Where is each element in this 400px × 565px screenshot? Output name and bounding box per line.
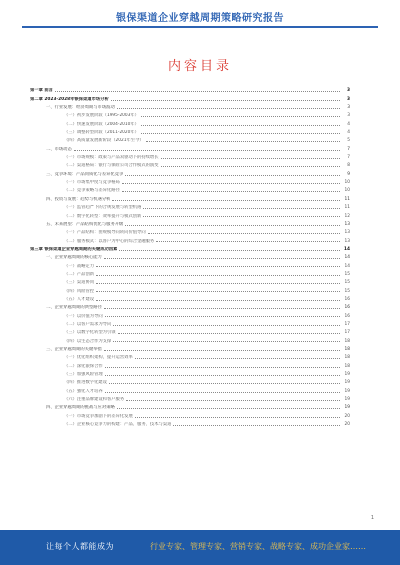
toc-leader-dots	[122, 190, 340, 192]
toc-entry-label: 二、企业穿越周期的典型路径	[46, 305, 102, 311]
toc-entry[interactable]	[30, 152, 350, 160]
toc-entry-page: 13	[344, 238, 350, 244]
toc-entry[interactable]	[30, 160, 350, 168]
toc-entry[interactable]	[30, 185, 350, 193]
toc-leader-dots	[125, 174, 340, 176]
toc-entry[interactable]	[30, 210, 350, 218]
toc-entry-label: （一）市场集中度与竞争格局	[64, 180, 120, 186]
toc-entry[interactable]	[30, 227, 350, 235]
toc-entry-page: 13	[344, 230, 350, 236]
toc-entry-page: 16	[344, 296, 350, 302]
toc-entry-label: （一）监管趋严下的合规发展与转型机遇	[64, 205, 142, 211]
toc-entry[interactable]	[30, 385, 350, 393]
toc-entry-label: （二）竞争策略与差异化路径	[64, 188, 120, 194]
toc-entry-label: （二）产品创新	[64, 271, 95, 277]
toc-entry-page: 10	[344, 188, 350, 194]
toc-entry[interactable]	[30, 419, 350, 427]
toc-entry-page: 19	[344, 380, 350, 386]
toc-entry[interactable]	[30, 235, 350, 243]
toc-leader-dots	[104, 257, 340, 259]
report-title: 银保渠道企业穿越周期策略研究报告	[116, 13, 284, 24]
toc-entry[interactable]	[30, 352, 350, 360]
toc-entry[interactable]	[30, 310, 350, 318]
toc-leader-dots	[105, 391, 340, 393]
toc-entry[interactable]	[30, 168, 350, 176]
toc-entry-page: 13	[344, 221, 350, 227]
toc-entry-page: 20	[344, 413, 350, 419]
toc-entry-page: 8	[347, 163, 350, 169]
toc-entry[interactable]	[30, 127, 350, 135]
toc-entry-label: （二）服务模式：以客户为中心的综合金融服务	[64, 238, 155, 244]
toc-entry-page: 19	[344, 397, 350, 403]
toc-entry-label: （一）战略定力	[64, 263, 95, 269]
toc-entry[interactable]	[30, 177, 350, 185]
toc-leader-dots	[96, 290, 340, 292]
toc-leader-dots	[55, 90, 340, 92]
toc-entry-label: （四）推进数字化建设	[64, 380, 107, 386]
toc-entry[interactable]	[30, 85, 350, 93]
toc-entry-page: 20	[344, 422, 350, 428]
toc-leader-dots	[105, 315, 340, 317]
header-divider	[22, 26, 378, 28]
toc-leader-dots	[143, 215, 340, 217]
toc-leader-dots	[105, 374, 340, 376]
toc-entry-label: （四）以生态合作为支撑	[64, 338, 112, 344]
toc-leader-dots	[161, 165, 340, 167]
toc-leader-dots	[74, 149, 340, 151]
toc-leader-dots	[122, 182, 340, 184]
toc-entry-label: 第一章 前言	[30, 88, 53, 94]
table-of-contents	[30, 85, 350, 427]
toc-entry[interactable]	[30, 277, 350, 285]
toc-leader-dots	[96, 274, 340, 276]
toc-leader-dots	[135, 357, 340, 359]
toc-entry[interactable]	[30, 143, 350, 151]
toc-entry-label: （一）市场规模：政策与产品双驱动下的持续增长	[64, 155, 159, 161]
toc-entry-page: 5	[347, 138, 350, 144]
toc-entry-page: 19	[344, 405, 350, 411]
report-header	[0, 0, 400, 28]
toc-entry-page: 10	[344, 180, 350, 186]
toc-entry-page: 18	[344, 338, 350, 344]
toc-entry-label: （一）市场竞争加剧下的差异化发展	[64, 413, 133, 419]
toc-entry[interactable]	[30, 93, 350, 101]
toc-entry[interactable]	[30, 335, 350, 343]
toc-entry-label: 五、未来展望：产品结构优化与服务升级	[46, 221, 124, 227]
toc-entry-label: （一）初步发展阶段（1995-2003年）	[64, 113, 139, 119]
toc-entry-label: （一）产品结构：由规模导向转向价值导向	[64, 230, 146, 236]
toc-entry-page: 18	[344, 347, 350, 352]
toc-entry-label: 第二章 2023-2028年银保渠道市场分析	[30, 96, 109, 102]
toc-entry-label: 四、企业穿越周期的挑战与应对策略	[46, 405, 115, 411]
toc-entry[interactable]	[30, 202, 350, 210]
toc-entry-label: （三）调整转型阶段（2011-2020年）	[64, 130, 139, 136]
toc-entry-page: 15	[344, 288, 350, 294]
toc-entry-page: 15	[344, 280, 350, 286]
toc-entry[interactable]	[30, 377, 350, 385]
toc-entry-page: 12	[344, 213, 350, 219]
toc-leader-dots	[135, 416, 340, 418]
toc-entry[interactable]	[30, 260, 350, 268]
toc-entry-label: （五）强化人才培养	[64, 388, 103, 394]
toc-entry-page: 7	[347, 146, 350, 152]
toc-entry[interactable]	[30, 285, 350, 293]
toc-entry[interactable]	[30, 402, 350, 410]
toc-leader-dots	[113, 324, 340, 326]
toc-entry-label: （一）优化组织架构，提升运营效率	[64, 355, 133, 361]
toc-entry[interactable]	[30, 244, 350, 252]
toc-leader-dots	[125, 224, 340, 226]
toc-heading: 内容目录	[167, 59, 232, 74]
toc-leader-dots	[113, 340, 340, 342]
toc-entry[interactable]	[30, 369, 350, 377]
toc-entry-label: （四）高质量发展新阶段（2021年至今）	[64, 138, 144, 144]
toc-entry[interactable]	[30, 360, 350, 368]
toc-entry-page: 18	[344, 355, 350, 361]
toc-entry-label: （五）人才建设	[64, 296, 95, 302]
toc-entry-label: （四）风险管控	[64, 288, 95, 294]
toc-entry-label: 一、行业发展：经济周期与市场波动	[46, 105, 115, 111]
toc-leader-dots	[143, 207, 340, 209]
toc-entry-label: （二）企业核心竞争力的构建：产品、服务、技术与渠道	[64, 422, 172, 428]
toc-entry-label: （二）深化银保合作	[64, 363, 103, 369]
toc-entry-label: （二）快速发展阶段（2004-2010年）	[64, 121, 139, 127]
toc-leader-dots	[96, 265, 340, 267]
toc-entry[interactable]	[30, 269, 350, 277]
toc-entry-page: 11	[344, 196, 350, 202]
toc-leader-dots	[111, 99, 340, 101]
toc-leader-dots	[118, 332, 340, 334]
toc-entry-label: （二）数字化转型：效率提升与模式创新	[64, 213, 142, 219]
toc-leader-dots	[96, 282, 340, 284]
footer-tagline: 行业专家、管理专家、营销专家、战略专家、成功企业家……	[150, 542, 366, 551]
toc-entry[interactable]	[30, 302, 350, 310]
toc-entry-page: 3	[347, 105, 350, 111]
toc-entry-page: 14	[344, 263, 350, 269]
toc-leader-dots	[104, 307, 340, 309]
toc-leader-dots	[148, 232, 340, 234]
toc-entry-page: 19	[344, 372, 350, 378]
toc-entry-page: 17	[344, 321, 350, 327]
toc-entry-page: 15	[344, 271, 350, 277]
toc-entry-label: （三）以数字化转型为引领	[64, 330, 116, 336]
toc-entry[interactable]	[30, 410, 350, 418]
toc-leader-dots	[146, 140, 340, 142]
toc-entry-label: （二）渠道格局：银行与保险公司合作模式的演变	[64, 163, 159, 169]
toc-entry-label: 三、企业穿越周期的关键举措	[46, 347, 102, 352]
toc-leader-dots	[141, 132, 340, 134]
toc-entry-label: （二）以客户需求为导向	[64, 321, 112, 327]
toc-leader-dots	[119, 249, 340, 251]
toc-entry-label: （三）加强风险管理	[64, 372, 103, 378]
toc-entry[interactable]	[30, 135, 350, 143]
toc-leader-dots	[112, 199, 340, 201]
toc-entry-page: 14	[344, 246, 350, 252]
toc-entry-page: 17	[344, 330, 350, 336]
toc-entry[interactable]	[30, 193, 350, 201]
toc-leader-dots	[117, 407, 340, 409]
toc-entry[interactable]	[30, 327, 350, 335]
toc-entry-label: （一）以价值为导向	[64, 313, 103, 319]
toc-entry-page: 16	[344, 313, 350, 319]
toc-entry[interactable]	[30, 294, 350, 302]
toc-entry-label: 四、投资与发展：趋势与机遇分析	[46, 196, 111, 202]
toc-leader-dots	[96, 299, 340, 301]
toc-entry-page: 3	[347, 88, 350, 94]
toc-entry[interactable]	[30, 118, 350, 126]
toc-entry-page: 3	[347, 96, 350, 102]
toc-entry-label: （六）注重品牌建设和客户服务	[64, 397, 125, 403]
toc-entry-page: 7	[347, 155, 350, 161]
toc-entry-page: 4	[347, 130, 350, 136]
toc-entry[interactable]	[30, 219, 350, 227]
toc-entry-page: 16	[344, 305, 350, 311]
toc-leader-dots	[104, 349, 340, 351]
footer-slogan: 让每个人都能成为	[46, 542, 114, 551]
footer-banner	[0, 530, 400, 565]
toc-leader-dots	[105, 366, 340, 368]
toc-leader-dots	[156, 240, 340, 242]
toc-leader-dots	[109, 382, 340, 384]
toc-leader-dots	[117, 107, 340, 109]
toc-entry[interactable]	[30, 252, 350, 260]
page-number: 1	[370, 515, 374, 521]
toc-leader-dots	[161, 157, 340, 159]
toc-entry-label: 一、企业穿越周期的核心能力	[46, 255, 102, 261]
toc-entry[interactable]	[30, 319, 350, 327]
toc-entry-page: 18	[344, 363, 350, 369]
toc-leader-dots	[126, 399, 340, 401]
toc-entry[interactable]	[30, 110, 350, 118]
toc-entry[interactable]	[30, 344, 350, 352]
toc-leader-dots	[173, 424, 340, 426]
toc-entry-label: 二、市场动态	[46, 146, 72, 152]
toc-entry-label: 三、竞争环境：产品同质化与差异化竞争	[46, 171, 124, 177]
toc-entry-page: 3	[347, 113, 350, 119]
toc-entry-page: 11	[344, 205, 350, 211]
toc-entry-page: 19	[344, 388, 350, 394]
toc-entry[interactable]	[30, 394, 350, 402]
toc-entry-label: （三）渠道协同	[64, 280, 95, 286]
toc-leader-dots	[141, 124, 340, 126]
toc-entry-page: 4	[347, 121, 350, 127]
toc-entry[interactable]	[30, 102, 350, 110]
toc-leader-dots	[141, 115, 340, 117]
toc-entry-page: 14	[344, 255, 350, 261]
toc-entry-label: 第三章 银保渠道企业穿越周期的关键成功因素	[30, 246, 118, 252]
toc-entry-page: 9	[347, 171, 350, 177]
